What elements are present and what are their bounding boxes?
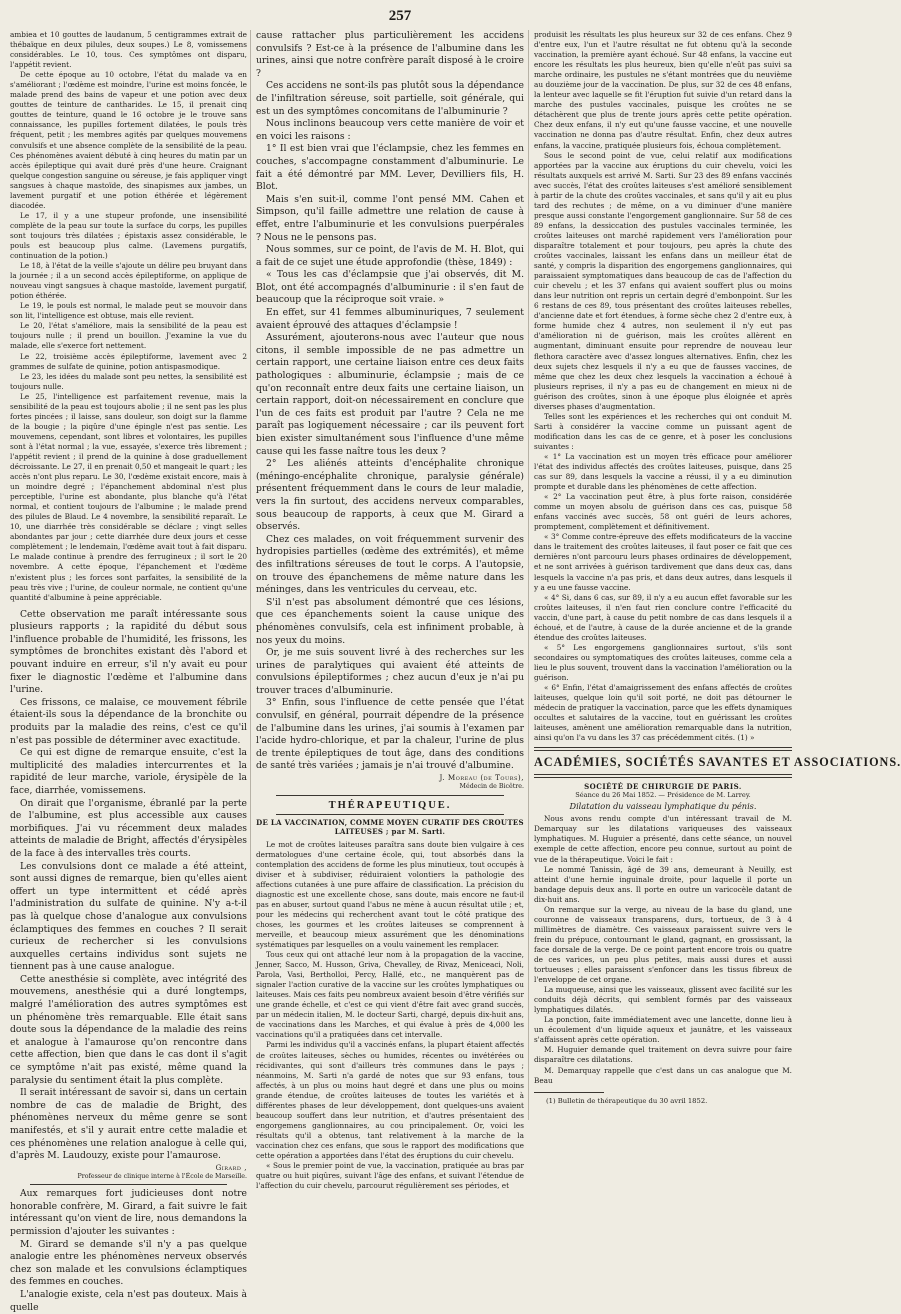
- paragraph: S'il n'est pas absolument démontré que ces lésions, que ces épanchements soient la cause unique des phénomènes convulsifs, cela est infiniment probable, à nos yeux du moins.: [256, 596, 524, 646]
- paragraph: ambiea et 10 gouttes de laudanum, 5 centigrammes extrait de thébaïque en deux pilules, deux soupes.) Le 8, vomissemens considérables. Le 10, tous. Ces symptômes ont disparu, l'appétit revient.: [10, 30, 247, 70]
- paragraph: Sous le second point de vue, celui relatif aux modifications apportées par la vaccine aux éruptions du cuir chevelu, voici les résultats auxquels est arrivé M. Sarti. Sur 23 des 89 enfans vaccinés avec succès, l'état des croûtes laiteuses s'est amélioré sensiblement à partir de la chute des croûtes vaccinales, et sans qu'il y ait eu plus tard des rechutes ; de même, on a vu diminuer d'une manière presque aussi constante l'engorgement ganglionnaire. Sur 58 de ces 89 enfans, la dessiccation des pustules vaccinales terminée, les croûtes laiteuses ont marché rapidement vers l'amélioration pour disparaître totalement et pour toujours, peu après la chute des croûtes vaccinales, laissant les enfans dans un meilleur état de santé, y compris la disparition des engorgemens ganglionnaires, qui paraissaient symptomatiques dans beaucoup de cas de l'affection du cuir chevelu ; et les 37 enfans qui avaient souffert plus ou moins dans leur nutrition ont repris un certain degré d'embonpoint. Sur les 6 restans de ces 89, tous présentant des croûtes laiteuses rebelles, d'ancienne date et fort étendues, à forme sèche chez 2 d'entre eux, à forme humide chez 4 autres, non seulement il n'y eut pas d'amélioration ni de guérison, mais les croûtes allèrent en augmentant, diminuant ensuite pour reprendre de nouveau leur flethora caractère avec d'assez longues alternatives. Enfin, chez les deux sujets chez lesquels il n'y a eu que de fausses vaccines, de même que chez les deux chez lesquels la vaccination a échoué à plusieurs reprises, il n'y a pas eu de changement en mieux ni de guérison des croûtes, sinon à une époque plus éloignée et après diverses phases d'augmentation.: [534, 150, 792, 411]
- paragraph: Nous avons rendu compte d'un intéressant travail de M. Demarquay sur les dilatations variqueuses des vaisseaux lymphatiques. M. Huguier a présenté, dans cette séance, un nouvel exemple de cette affection, encore peu connue, surtout au point de vue de la thérapeutique. Voici le fait :: [534, 814, 792, 864]
- column-3: [534, 30, 901, 1120]
- section-heading-academies: ACADÉMIES, SOCIÉTÉS SAVANTES ET ASSOCIATIONS.: [534, 755, 901, 770]
- paragraph: M. Huguier demande quel traitement on devra suivre pour faire disparaître ces dilatations.: [534, 1045, 792, 1065]
- column-divider: [250, 30, 251, 1120]
- paragraph: Or, je me suis souvent livré à des recherches sur les urines de paralytiques qui avaient été atteints de convulsions épileptiformes ; chez aucun d'eux je n'ai pu trouver traces d'albuminurie.: [256, 647, 524, 696]
- paragraph: Nous sommes, sur ce point, de l'avis de M. H. Blot, qui a fait de ce sujet une étude approfondie (thèse, 1849) :: [256, 244, 524, 268]
- paragraph: « 3° Comme contre-épreuve des effets modificateurs de la vaccine dans le traitement des croûtes laiteuses, il faut poser ce fait que ces dernières n'ont parcouru leurs phases ordinaires de développement, et ne sont arrivées à guérison tardivement que dans deux cas, dans lesquels la vaccine n'a pas pris, et dans deux autres, dans lesquels il y a eu une fausse vaccine.: [534, 532, 792, 592]
- paragraph: cause rattacher plus particulièrement les accidens convulsifs ? Est-ce à la présence de l'albumine dans les urines, ainsi que notre confrère paraît disposé à le croire ?: [256, 30, 524, 79]
- paragraph: « 4° Si, dans 6 cas, sur 89, il n'y a eu aucun effet favorable sur les croûtes laiteuses, il n'en faut rien conclure contre l'efficacité du vaccin, d'une part, à cause du petit nombre de cas dans lesquels il a échoué, et de l'autre, à cause de la durée ancienne et de la grande étendue des croûtes laiteuses.: [534, 592, 792, 642]
- double-divider: [534, 747, 792, 751]
- double-divider: [534, 774, 792, 778]
- page-number: 257: [388, 8, 412, 24]
- commentary-text: [256, 30, 524, 773]
- paragraph: Assurément, ajouterons-nous avec l'auteur que nous citons, il semble impossible de ne pas admettre un certain rapport, une certaine liaison entre ces deux faits pathologiques : albuminurie, éclampsie ; mais de ce qu'on reconnaît entre deux faits une certaine liaison, un certain rapport, doit-on nécessairement en conclure que l'un de ces faits est produit par l'autre ? Cela ne me paraît pas logiquement nécessaire ; car ils peuvent fort bien exister simultanément sous l'influence d'une même cause qui les fasse naître tous les deux ?: [256, 332, 524, 457]
- paragraph: « Sous le premier point de vue, la vaccination, pratiquée au bras par quatre ou huit piqûres, suivant l'âge des enfans, et suivant l'étendue de l'affection du cuir chevelu, parcourut régulièrement ses périodes, et: [256, 1161, 524, 1191]
- paragraph: « 2° La vaccination peut être, à plus forte raison, considérée comme un moyen absolu de guérison dans ces cas, puisque 58 enfans vaccinés avec succès, 58 ont guéri de leurs achores, promptement, complètement et définitivement.: [534, 492, 792, 532]
- paragraph: L'analogie existe, cela n'est pas douteux. Mais à quelle: [10, 1289, 247, 1313]
- divider: [276, 795, 504, 796]
- paragraph: « 1° La vaccination est un moyen très efficace pour améliorer l'état des individus affectés des croûtes laiteuses, puisque, dans 25 cas sur 89, dans lesquels la vaccine a réussi, il y a eu diminution prompte et durable dans les phénomènes de cette affection.: [534, 451, 792, 492]
- paragraph: Chez ces malades, on voit fréquemment survenir des hydropisies partielles (œdème des extrémités), et même des infiltrations séreuses de tout le corps. A l'autopsie, on trouve des épanchemens de même nature dans les méninges, dans les ventricules du cerveau, etc.: [256, 533, 524, 596]
- paragraph: Le 22, troisième accès épileptiforme, lavement avec 2 grammes de sulfate de quinine, potion antispasmodique.: [10, 351, 247, 371]
- section-heading-therapeutique: THÉRAPEUTIQUE.: [328, 799, 452, 811]
- paragraph: Mais s'en suit-il, comme l'ont pensé MM. Cahen et Simpson, qu'il faille admettre une relation de cause à effet, entre l'albuminurie et les convulsions puerpérales ? Nous ne le pensons pas.: [256, 193, 524, 243]
- paragraph: M. Girard se demande s'il n'y a pas quelque analogie entre les phénomènes nerveux observés chez son malade et les convulsions éclamptiques des femmes en couches.: [10, 1238, 247, 1288]
- discussion-text: [10, 609, 247, 1163]
- paragraph: Tous ceux qui ont attaché leur nom à la propagation de la vaccine, Jenner, Sacco, M. Husson, Griva, Chevalley, de Rivaz, Meniceaci, Noli, Parola, Vasi, Bertholloi, Percy, Hallé, etc., ne manquèrent pas de signaler l'action curative de la vaccine sur les croûtes lymphatiques ou laiteuses. Mais ces faits peu nombreux avaient besoin d'être vérifiés sur une grande échelle, et c'est ce qui vient d'être fait avec grand succès, par un médecin italien, M. le docteur Sarti, chargé, depuis dix-huit ans, de vaccinations dans les Marches, et qui évalue à près de 4,000 les vaccinations qu'il a pratiquées dans cet intervalle.: [256, 950, 524, 1040]
- paragraph: Ces accidens ne sont-ils pas plutôt sous la dépendance de l'infiltration séreuse, soit partielle, soit générale, qui est un des symptômes concomitans de l'albuminurie ?: [256, 80, 524, 117]
- paragraph: « 5° Les engorgemens ganglionnaires surtout, s'ils sont secondaires ou symptomatiques des croûtes laiteuses, comme cela a lieu le plus souvent, trouvent dans la vaccination l'amélioration ou la guérison.: [534, 642, 792, 682]
- paragraph: Aux remarques fort judicieuses dont notre honorable confrère, M. Girard, a fait suivre le fait intéressant qu'on vient de lire, nous demandons la permission d'ajouter les suivantes :: [10, 1188, 247, 1238]
- paragraph: Il serait intéressant de savoir si, dans un certain nombre de cas de maladie de Bright, des phénomènes nerveux du même genre se sont manifestés, et s'il y aurait entre cette maladie et ces phénomènes une relation analogue à celle qui, d'après M. Laudouzy, existe pour l'amaurose.: [10, 1087, 247, 1162]
- author-title: Professeur de clinique interne à l'École de Marseille.: [77, 1172, 247, 1180]
- case-report-text: [10, 30, 247, 603]
- footnote-rule: [534, 1092, 604, 1093]
- column-divider: [528, 30, 529, 1120]
- paragraph: Le mot de croûtes laiteuses paraîtra sans doute bien vulgaire à ces dermatologues d'une certaine école, qui, tout absorbés dans la contemplation des accidens de forme les plus minutieux, tout occupés à diviser et à subdiviser, réduiraient volontiers la pathologie des affections cutanées à une pure affaire de classification. La précision du diagnostic est une excellente chose, sans doute, mais encore ne faut-il pas en abuser, surtout quand l'abus ne mène à aucun résultat utile ; et, pour les médecins qui recherchent avant tout le côté pratique des choses, les gourmes et les croûtes laiteuses se comprennent à merveille, et beaucoup mieux assurément que les dénominations systématiques par lesquelles on a voulu vainement les remplacer.: [256, 839, 524, 949]
- column-1: [10, 30, 247, 1313]
- article-text-continued: [534, 30, 792, 743]
- paragraph: 1° Il est bien vrai que l'éclampsie, chez les femmes en couches, s'accompagne constamment d'albuminurie. Le fait a été démontré par MM. Lever, Devilliers fils, H. Blot.: [256, 143, 524, 193]
- paragraph: La ponction, faite immédiatement avec une lancette, donne lieu à un écoulement d'un liquide aqueux et jaunâtre, et les vaisseaux s'affaissent après cette opération.: [534, 1015, 792, 1045]
- society-name: SOCIÉTÉ DE CHIRURGIE DE PARIS.: [584, 782, 742, 792]
- article-title: DE LA VACCINATION, COMME MOYEN CURATIF DES CROUTES LAITEUSES ; par M. Sarti.: [256, 817, 524, 837]
- paragraph: Cette anesthésie si complète, avec intégrité des mouvemens, anesthésie qui a duré longtemps, malgré l'amélioration des autres symptômes est un phénomène très remarquable. Elle était sans doute sous la dépendance de la maladie des reins et analogue à l'amaurose qu'on rencontre dans cette affection, bien que dans le cas dont il s'agit ce symptôme n'ait pas existé, même quand la paralysie du sentiment était la plus complète.: [10, 973, 247, 1086]
- paragraph: On remarque sur la verge, au niveau de la base du gland, une couronne de vaisseaux transparens, durs, tortueux, de 3 à 4 millimètres de diamètre. Ces vaisseaux paraissent suivre vers le frein du prépuce, contournant le gland, gagnant, en grossissant, la face dorsale de la verge. De ce point partent encore trois ou quatre de ces varices, un peu plus petites, mais aussi dures et aussi tortueuses ; elles paraissent s'enfoncer dans les tissus fibreux de l'enveloppe de cet organe.: [534, 904, 792, 985]
- author-title: Médecin de Bicêtre.: [459, 783, 524, 791]
- paragraph: 2° Les aliénés atteints d'encéphalite chronique (méningo-encéphalite chronique, paralysie générale) présentent fréquemment dans le cours de leur maladie, vers la fin surtout, des accidens nerveux comparables, sous beaucoup de rapports, à ceux que M. Girard a observés.: [256, 458, 524, 533]
- paragraph: produisit les résultats les plus heureux sur 32 de ces enfans. Chez 9 d'entre eux, l'un et l'autre résultat ne fut obtenu qu'à la seconde vaccination, la première ayant échoué. Sur 48 enfans, la vaccine eut encore les résultats les plus heureux, bien qu'elle n'eût pas suivi sa marche ordinaire, les pustules ne s'étant montrées que du neuvième au douzième jour de la vaccination. De plus, sur 32 de ces 48 enfans, la lenteur avec laquelle se fit l'éruption fut suivie d'un retard dans la marche des pustules vaccinales, puisque les croûtes ne se détachèrent que plus de trente jours après cette petite opération. Chez deux enfans, il n'y eut qu'une fausse vaccine, et une nouvelle vaccination ne donna pas d'autre résultat. Enfin, chez deux autres enfans, la vaccine, pratiquée plusieurs fois, échoua complètement.: [534, 30, 792, 150]
- paragraph: Le 19, le pouls est normal, le malade peut se mouvoir dans son lit, l'intelligence est obtuse, mais elle revient.: [10, 301, 247, 321]
- paragraph: En effet, sur 41 femmes albuminuriques, 7 seulement avaient éprouvé des attaques d'éclampsie !: [256, 307, 524, 331]
- paragraph: Le 20, l'état s'améliore, mais la sensibilité de la peau est toujours nulle ; il prend un bouillon. J'examine la vue du malade, elle s'exerce fort nettement.: [10, 321, 247, 351]
- paragraph: M. Demarquay rappelle que c'est dans un cas analogue que M. Beau: [534, 1065, 792, 1085]
- divider: [30, 1184, 227, 1185]
- footnote: (1) Bulletin de thérapeutique du 30 avril 1852.: [546, 1096, 708, 1105]
- paragraph: Nous inclinons beaucoup vers cette manière de voir et en voici les raisons :: [256, 118, 524, 142]
- paragraph: Telles sont les expériences et les recherches qui ont conduit M. Sarti à considérer la vaccine comme un puissant agent de modification dans les cas de ce genre, et à poser les conclusions suivantes :: [534, 411, 792, 451]
- paragraph: Ces frissons, ce malaise, ce mouvement fébrile étaient-ils sous la dépendance de la bronchite ou produits par la maladie des reins, c'est ce qu'il n'est pas possible de déterminer avec exactitude.: [10, 696, 247, 746]
- paragraph: Ce qui est digne de remarque ensuite, c'est la multiplicité des maladies intercurrentes et la rapidité de leur marche, variole, érysipèle de la face, diarrhée, vomissemens.: [10, 747, 247, 796]
- paragraph: Le 25, l'intelligence est parfaitement revenue, mais la sensibilité de la peau est toujours abolie ; il ne sent pas les plus fortes pincées ; il laisse, sans douleur, son doigt sur la flamme de la bougie ; la piqûre d'une épingle n'est pas sentie. Les mouvemens, cependant, sont libres et volontaires, les pupilles sont à l'état normal ; la vue, essayée, s'exerce très librement ; l'appétit revient ; il prend de la quinine à dose graduellement décroissante. Le 27, il en prenait 0,50 et mangeait le quart ; les accès n'ont plus reparu. Le 30, l'œdème existait encore, mais à un moindre degré ; l'épanchement abdominal n'est plus perceptible, l'urine est abondante, plus blanche qu'à l'état normal, et contient toujours de l'albumine ; le malade prend des pilules de Blaud. Le 4 novembre, la sensibilité reparaît. Le 10, une diarrhée très considérable se déclare ; vingt selles abondantes par jour ; cette diarrhée dure deux jours et cesse complètement ; le lendemain, l'œdème avait tout à fait disparu. Le malade continue à prendre des ferrugineux ; il sort le 20 novembre. A cette époque, l'épanchement et l'œdème n'existent plus ; les forces sont parfaites, la sensibilité de la peau très vive ; l'urine, de couleur normale, ne contient qu'une quantité d'albumine à peine appréciable.: [10, 391, 247, 602]
- paragraph: Cette observation me paraît intéressante sous plusieurs rapports ; la rapidité du début sous l'influence probable de l'humidité, les frissons, les symptômes de bronchites existant dès l'abord et pouvant induire en erreur, s'il n'y avait eu pour fixer le diagnostic l'œdème et l'albumine dans l'urine.: [10, 608, 247, 696]
- article-text: [256, 840, 524, 1192]
- paragraph: Le 18, à l'état de la veille s'ajoute un délire peu bruyant dans la journée ; il a un second accès épileptiforme, on applique de nouveau vingt sangsues à chaque mastoïde, lavement purgatif, potion éthérée.: [10, 261, 247, 301]
- editorial-comment: [10, 1188, 247, 1314]
- paragraph: Parmi les individus qu'il a vaccinés enfans, la plupart étaient affectés de croûtes laiteuses, sèches ou humides, récentes ou invétérées ou récidivantes, qui sont d'ailleurs très communes dans le pays ; néanmoins, M. Sarti n'a gardé de notes que sur 93 enfans, tous affectés, à un plus ou moins haut degré et dans une plus ou moins grande étendue, de croûtes laiteuses de toutes les variétés et à différentes phases de leur développement, dont quelques-uns avaient beaucoup souffert dans leur nutrition, et d'autres présentaient des engorgemens ganglionnaires, au cou principalement. Or, voici les résultats qu'il a obtenus, tant relativement à la marche de la vaccination chez ces enfans, que sous le rapport des modifications que cette opération a apportées dans l'état des éruptions du cuir chevelu.: [256, 1040, 524, 1160]
- paragraph: « 6° Enfin, l'état d'amaigrissement des enfans affectés de croûtes laiteuses, quelque loin qu'il soit porté, ne doit pas détourner le médecin de pratiquer la vaccination, parce que les effets dynamiques occultes et salutaires de la vaccine, tout en guérissant les croûtes laiteuses, amènent une amélioration remarquable dans la nutrition, ainsi qu'on l'a vu dans les 37 cas précédemment cités. (1) »: [534, 683, 792, 743]
- paragraph: Le nommé Tanissin, âgé de 39 ans, demeurant à Neuilly, est atteint d'une hernie inguinale droite, pour laquelle il porte un bandage depuis deux ans. Il porte en outre un varicocèle datant de dix-huit ans.: [534, 864, 792, 904]
- paragraph: Le 23, les idées du malade sont peu nettes, la sensibilité est toujours nulle.: [10, 371, 247, 391]
- report-title: Dilatation du vaisseau lymphatique du pénis.: [569, 801, 757, 812]
- paragraph: « Tous les cas d'éclampsie que j'ai observés, dit M. Blot, ont été accompagnés d'albuminurie : il s'en faut de beaucoup que la réciproque soit vraie. »: [256, 269, 524, 306]
- divider: [276, 814, 504, 815]
- author-name: Girard ,: [215, 1162, 247, 1172]
- paragraph: Les convulsions dont ce malade a été atteint, sont aussi dignes de remarque, bien qu'elles aient offert un type intermittent et cédé après l'administration du sulfate de quinine. N'y a-t-il pas là quelque chose d'analogue aux convulsions éclamptiques des femmes en couches ? Il serait curieux de rechercher si les convulsions auxquelles certains individus sont sujets ne tiennent pas à une cause analogue.: [10, 860, 247, 973]
- column-2: [256, 30, 524, 1191]
- author-name: J. Moreau (de Tours),: [439, 773, 524, 783]
- paragraph: Le 17, il y a une stupeur profonde, une insensibilité complète de la peau sur toute la surface du corps, les pupilles sont toujours très dilatées ; épistaxis assez considérable, le pouls est beaucoup plus calme. (Lavemens purgatifs, continuation de la potion.): [10, 210, 247, 261]
- paragraph: De cette époque au 10 octobre, l'état du malade va en s'améliorant ; l'œdème est moindre, l'urine est moins foncée, le malade prend des bains de vapeur et une potion avec deux gouttes de teinture de cantharides. Le 15, il prenait cinq gouttes de teinture, quand le 16 octobre je le trouve sans connaissance, les pupilles fortement dilatées, le pouls très fréquent, petit ; les membres agités par quelques mouvemens convulsifs et une absence complète de la sensibilité de la peau. Ces phénomènes avaient débuté à cinq heures du matin par un accès épileptique qui avait duré près d'une heure. Craignant quelque congestion sanguine ou séreuse, je fais appliquer vingt sangsues à chaque mastoïde, des sinapismes aux jambes, un lavement purgatif et une potion éthérée et légèrement diacodée.: [10, 70, 247, 210]
- paragraph: On dirait que l'organisme, ébranlé par la perte de l'albumine, est plus accessible aux causes morbifiques. J'ai vu récemment deux malades atteints de maladie de Bright, affectés d'érysipèles de la face à des intervalles très courts.: [10, 797, 247, 859]
- author-signature: [10, 1163, 247, 1182]
- report-text: [534, 814, 792, 1085]
- paragraph: La muqueuse, ainsi que les vaisseaux, glissent avec facilité sur les conduits déjà décrits, qui semblent formés par des vaisseaux lymphatiques dilatés.: [534, 985, 792, 1015]
- paragraph: 3° Enfin, sous l'influence de cette pensée que l'état convulsif, en général, pourrait dépendre de la présence de l'albumine dans les urines, j'ai soumis à l'examen par l'acide hydro-chlorique, et par la chaleur, l'urine de plus de trente épileptiques de tout âge, dans des conditions de santé très variées ; jamais je n'ai trouvé d'albumine.: [256, 697, 524, 772]
- author-signature: [256, 773, 524, 792]
- session-date: Séance du 26 Mai 1852. — Présidence de M. Larrey.: [575, 791, 751, 800]
